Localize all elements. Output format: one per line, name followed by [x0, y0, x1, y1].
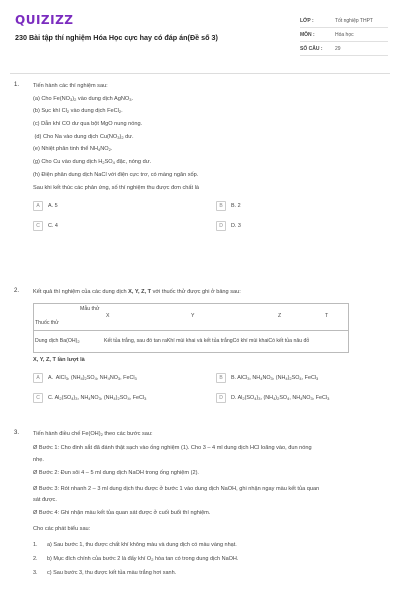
option-c[interactable] — [33, 219, 203, 233]
procedure-step: Ø Bước 3: Rót nhanh 2 – 3 ml dung dịch thu được ở bước 1 vào dung dịch NaOH, ghi nhận ngay màu kết tủa quan — [33, 485, 320, 492]
meta-value: 29 — [335, 45, 341, 52]
table-divider — [34, 330, 348, 331]
option-a[interactable] — [33, 199, 203, 213]
option-c[interactable] — [33, 391, 203, 405]
table-row-results: Kết tủa trắng, sau đó tan raKhí mùi khai và kết tủa trắngCó khí mùi khaiCó kết tủa nâu đỏ — [104, 337, 310, 344]
question-stem: Tiến hành điều chế $Fe(OH)_2$ theo các bước sau: — [33, 431, 153, 437]
option-letter-box: C — [33, 221, 43, 231]
question-number: 2. — [14, 288, 20, 294]
quizizz-logo: QUIZIZZ — [15, 13, 74, 27]
option-text: C. 4 — [48, 223, 58, 230]
meta-row-count — [300, 42, 388, 56]
table-header-y: Y — [191, 312, 195, 319]
statement-item — [33, 556, 388, 570]
statement-item — [33, 542, 388, 556]
table-row-label: Dung dịch $Ba(OH)_2$ — [35, 337, 80, 344]
experiment-item: (a) Cho $Fe(NO_3)_2$ vào dung dịch AgNO$_3$. — [33, 95, 134, 102]
procedure-step-cont: sát được. — [33, 497, 57, 503]
option-d[interactable] — [216, 219, 386, 233]
question-stem: Tiến hành các thí nghiệm sau: — [33, 83, 108, 89]
procedure-step: Ø Bước 2: Đun sôi 4 – 5 ml dung dịch NaOH trong ống nghiệm (2). — [33, 469, 199, 476]
statement-number: 3. — [33, 570, 38, 576]
meta-table — [300, 14, 388, 56]
experiment-item: (d) Cho Na vào dung dịch $Cu(NO_3)_2$ dư. — [33, 133, 134, 140]
experiment-item: (h) Điện phân dung dịch NaCl với điện cực trơ, có màng ngăn xốp. — [33, 171, 199, 178]
meta-key: MÔN : — [300, 31, 315, 38]
option-letter-box: D — [216, 393, 226, 403]
meta-value: Tốt nghiệp THPT — [335, 17, 373, 24]
option-letter-box: B — [216, 373, 226, 383]
statement-text: a) Sau bước 1, thu được chất khí không màu và dung dịch có màu vàng nhạt. — [47, 542, 237, 548]
option-letter-box: A — [33, 373, 43, 383]
question-body — [33, 288, 388, 414]
table-header-t: T — [325, 312, 329, 319]
meta-key: SỐ CÂU : — [300, 45, 323, 52]
document-title: 230 Bài tập thí nghiệm Hóa Học cực hay có đáp án(Đề số 3) — [15, 33, 218, 42]
meta-row-class — [300, 14, 388, 28]
table-header-sample: Mẫu thử — [80, 305, 100, 312]
option-letter-box: B — [216, 201, 226, 211]
statement-number: 2. — [33, 556, 38, 562]
statement-number: 1. — [33, 542, 38, 548]
question-body — [33, 82, 388, 242]
results-table — [33, 303, 349, 353]
statement-text: b) Mục đích chính của bước 2 là đẩy khí $O_2$ hòa tan có trong dung dịch NaOH. — [47, 556, 239, 562]
table-header-x: X — [106, 312, 110, 319]
statement-item — [33, 570, 388, 584]
meta-value: Hóa học — [335, 31, 354, 38]
option-text: A. AlCl$_3$, $(NH_4)_2SO_4$, $NH_4NO_3$, FeCl$_3$ — [48, 375, 137, 382]
experiment-item: (c) Dẫn khí CO dư qua bột MgO nung nóng. — [33, 121, 143, 128]
option-text: A. 5 — [48, 203, 58, 210]
question-number: 1. — [14, 82, 20, 88]
option-a[interactable] — [33, 371, 203, 385]
question-prompt: Sau khi kết thúc các phản ứng, số thí nghiệm thu được đơn chất là — [33, 184, 199, 191]
question-stem: Kết quả thí nghiệm của các dung dịch X, Y, Z, T với thuốc thử được ghi ở bảng sau: — [33, 289, 241, 295]
option-b[interactable] — [216, 199, 386, 213]
experiment-item: (e) Nhiệt phân tinh thể $NH_4NO_2$. — [33, 146, 113, 153]
table-header-z: Z — [278, 312, 282, 319]
option-letter-box: A — [33, 201, 43, 211]
meta-key: LỚP : — [300, 17, 314, 24]
experiment-item: (g) Cho Cu vào dung dịch $H_2SO_4$ đặc, nóng dư. — [33, 159, 151, 166]
table-header-reagent: Thuốc thử — [35, 319, 59, 326]
question-prompt: Cho các phát biểu sau: — [33, 526, 91, 532]
question-prompt: X, Y, Z, T lần lượt là — [33, 356, 85, 363]
option-text: B. 2 — [231, 203, 241, 210]
procedure-step-cont: nhẹ. — [33, 456, 44, 463]
answer-options — [33, 368, 388, 414]
option-letter-box: D — [216, 221, 226, 231]
question-number: 3. — [14, 430, 20, 436]
option-b[interactable] — [216, 371, 386, 385]
statement-text: c) Sau bước 3, thu được kết tủa màu trắng hơi xanh. — [47, 570, 177, 576]
answer-options — [33, 196, 388, 242]
option-text: D. $Al_2(SO_4)_3$, $(NH_4)_2SO_4$, $NH_4NO_3$, FeCl$_3$ — [231, 395, 330, 402]
worksheet-header — [0, 0, 400, 70]
option-d[interactable] — [216, 391, 386, 405]
procedure-step: Ø Bước 4: Ghi nhận màu kết tủa quan sát được ở cuối buổi thí nghiệm. — [33, 510, 211, 516]
option-letter-box: C — [33, 393, 43, 403]
option-text: C. $Al_2(SO_4)_3$, $NH_4NO_3$, $(NH_4)_2SO_4$, FeCl$_3$ — [48, 395, 147, 402]
experiment-item: (b) Sục khí $Cl_2$ vào dung dịch FeCl$_2$. — [33, 108, 123, 115]
question-body — [33, 430, 388, 584]
option-text: B. AlCl$_3$, $NH_4NO_3$, $(NH_4)_2SO_4$, FeCl$_3$ — [231, 375, 319, 382]
option-text: D. 3 — [231, 223, 241, 230]
header-divider — [10, 73, 390, 74]
meta-row-subject — [300, 28, 388, 42]
procedure-step: Ø Bước 1: Cho đinh sắt đã đánh thật sạch vào ống nghiệm (1). Cho 3 – 4 ml dung dịch HCl loãng vào, đun nóng — [33, 445, 312, 451]
